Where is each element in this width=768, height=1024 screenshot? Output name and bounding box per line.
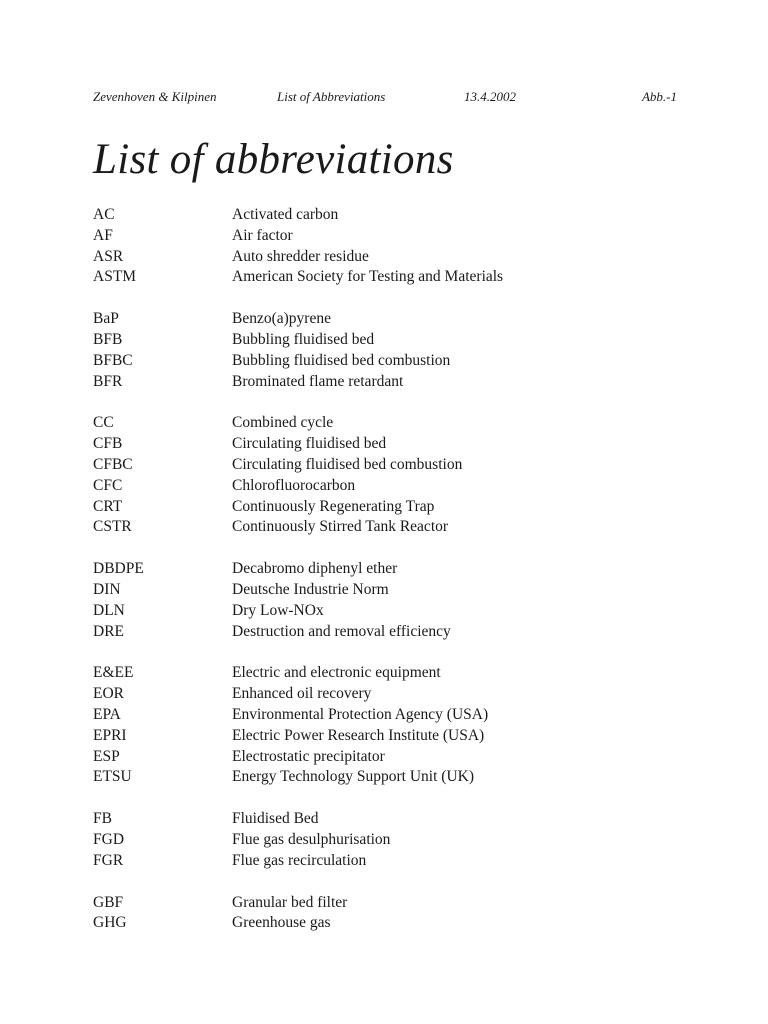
abbreviation-term: ESP: [93, 747, 120, 765]
abbreviation-entry: [93, 893, 693, 914]
abbreviation-entry: [93, 226, 693, 247]
abbreviation-definition: Enhanced oil recovery: [232, 685, 372, 703]
abbreviation-term: AF: [93, 226, 113, 244]
abbreviation-entry: [93, 830, 693, 851]
abbreviation-definition: Environmental Protection Agency (USA): [232, 705, 489, 723]
abbreviation-term: DBDPE: [93, 560, 144, 578]
abbreviation-term: BFR: [93, 372, 123, 390]
abbreviation-entry: [93, 684, 693, 705]
running-header: [93, 88, 681, 106]
abbreviation-entry: [93, 372, 693, 393]
abbreviation-term: BaP: [93, 310, 119, 328]
abbreviation-term: BFBC: [93, 351, 133, 369]
abbreviation-list: [93, 205, 693, 955]
abbreviation-definition: Air factor: [232, 226, 293, 244]
abbreviation-definition: Electric Power Research Institute (USA): [232, 726, 485, 744]
abbreviation-group: [93, 559, 693, 642]
abbreviation-group: [93, 309, 693, 392]
abbreviation-entry: [93, 497, 693, 518]
abbreviation-definition: Continuously Stirred Tank Reactor: [232, 518, 449, 536]
abbreviation-entry: [93, 705, 693, 726]
abbreviation-term: CSTR: [93, 518, 132, 536]
abbreviation-entry: [93, 851, 693, 872]
abbreviation-entry: [93, 559, 693, 580]
abbreviation-group: [93, 205, 693, 288]
abbreviation-term: DIN: [93, 580, 121, 598]
abbreviation-entry: [93, 330, 693, 351]
abbreviation-group: [93, 809, 693, 871]
abbreviation-entry: [93, 309, 693, 330]
abbreviation-entry: [93, 767, 693, 788]
abbreviation-entry: [93, 601, 693, 622]
abbreviation-entry: [93, 434, 693, 455]
abbreviation-entry: [93, 622, 693, 643]
abbreviation-definition: Benzo(a)pyrene: [232, 310, 331, 328]
abbreviation-entry: [93, 476, 693, 497]
abbreviation-definition: Bubbling fluidised bed: [232, 330, 375, 348]
abbreviation-definition: Destruction and removal efficiency: [232, 622, 451, 640]
abbreviation-definition: Bubbling fluidised bed combustion: [232, 351, 451, 369]
header-date: 13.4.2002: [464, 89, 516, 104]
abbreviation-definition: American Society for Testing and Materials: [232, 268, 504, 286]
abbreviation-entry: [93, 726, 693, 747]
abbreviation-definition: Fluidised Bed: [232, 810, 319, 828]
abbreviation-entry: [93, 913, 693, 934]
abbreviation-definition: Greenhouse gas: [232, 914, 331, 932]
abbreviation-entry: [93, 663, 693, 684]
abbreviation-term: GBF: [93, 893, 124, 911]
abbreviation-definition: Decabromo diphenyl ether: [232, 560, 398, 578]
abbreviation-definition: Energy Technology Support Unit (UK): [232, 768, 475, 786]
header-authors: Zevenhoven & Kilpinen: [93, 89, 217, 104]
abbreviation-definition: Continuously Regenerating Trap: [232, 497, 435, 515]
abbreviation-definition: Combined cycle: [232, 414, 334, 432]
header-document-name: List of Abbreviations: [277, 89, 386, 104]
abbreviation-definition: Deutsche Industrie Norm: [232, 580, 389, 598]
abbreviation-term: BFB: [93, 330, 123, 348]
abbreviation-term: ASR: [93, 247, 124, 265]
abbreviation-term: GHG: [93, 914, 127, 932]
abbreviation-definition: Circulating fluidised bed: [232, 435, 387, 453]
abbreviation-entry: [93, 809, 693, 830]
abbreviation-term: CFB: [93, 435, 123, 453]
abbreviation-term: DLN: [93, 601, 125, 619]
abbreviation-definition: Circulating fluidised bed combustion: [232, 455, 463, 473]
abbreviation-definition: Auto shredder residue: [232, 247, 369, 265]
abbreviation-entry: [93, 747, 693, 768]
abbreviation-entry: [93, 205, 693, 226]
abbreviation-entry: [93, 247, 693, 268]
abbreviation-definition: Dry Low-NOx: [232, 601, 324, 619]
abbreviation-definition: Electrostatic precipitator: [232, 747, 385, 765]
abbreviation-group: [93, 663, 693, 788]
abbreviation-term: EPA: [93, 705, 121, 723]
abbreviation-group: [93, 893, 693, 935]
abbreviation-definition: Flue gas desulphurisation: [232, 830, 391, 848]
abbreviation-definition: Activated carbon: [232, 206, 339, 223]
page-title: List of abbreviations: [93, 136, 454, 183]
abbreviation-term: ETSU: [93, 768, 132, 786]
abbreviation-definition: Brominated flame retardant: [232, 372, 404, 390]
abbreviation-group: [93, 413, 693, 538]
abbreviation-term: CFBC: [93, 455, 133, 473]
abbreviation-entry: [93, 517, 693, 538]
abbreviation-term: FGD: [93, 830, 125, 848]
abbreviation-entry: [93, 580, 693, 601]
abbreviation-term: EPRI: [93, 726, 127, 744]
abbreviation-definition: Flue gas recirculation: [232, 851, 367, 869]
abbreviation-entry: [93, 413, 693, 434]
abbreviation-term: CRT: [93, 497, 123, 515]
abbreviation-term: CFC: [93, 476, 123, 494]
abbreviation-definition: Electric and electronic equipment: [232, 664, 441, 682]
abbreviation-term: E&EE: [93, 664, 134, 682]
abbreviation-term: EOR: [93, 685, 124, 703]
abbreviation-entry: [93, 267, 693, 288]
abbreviation-term: AC: [93, 206, 115, 223]
abbreviation-definition: Chlorofluorocarbon: [232, 476, 356, 494]
abbreviation-entry: [93, 351, 693, 372]
header-page-number: Abb.-1: [641, 89, 677, 104]
abbreviation-term: CC: [93, 414, 114, 432]
abbreviation-term: FB: [93, 810, 112, 828]
abbreviation-term: DRE: [93, 622, 124, 640]
abbreviation-term: FGR: [93, 851, 124, 869]
abbreviation-term: ASTM: [93, 268, 137, 286]
abbreviation-definition: Granular bed filter: [232, 893, 348, 911]
abbreviation-entry: [93, 455, 693, 476]
